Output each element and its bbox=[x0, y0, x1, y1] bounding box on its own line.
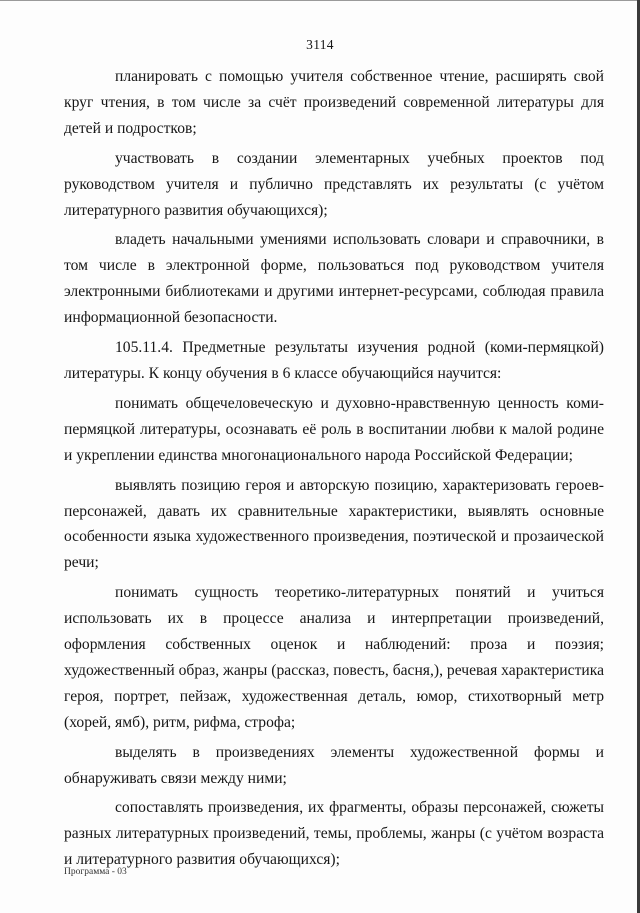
paragraph-dictionaries: владеть начальными умениями использовать словари и справочники, в том числе в электронной форме, пользоваться под руководством учителя электронными библиотеками и другими интернет-ресурсами, соблюдая правила информационной безопасности. bbox=[64, 231, 604, 327]
paragraph-art-form: выделять в произведениях элементы художественной формы и обнаруживать связи между ними; bbox=[64, 743, 604, 787]
footer-program-label: Программа - 03 bbox=[64, 867, 127, 877]
paragraph-compare-works: сопоставлять произведения, их фрагменты, образы персонажей, сюжеты разных литературных произведений, темы, проблемы, жанры (с учётом возраста и литературного развития обучающихся); bbox=[64, 799, 604, 869]
paragraph-reading-plan: планировать с помощью учителя собственное чтение, расширять свой круг чтения, в том числе за счёт произведений современной литературы для детей и подростков; bbox=[64, 68, 604, 137]
body-text bbox=[64, 64, 604, 877]
paragraph-values: понимать общечеловеческую и духовно-нравственную ценность коми-пермяцкой литературы, осознавать её роль в воспитании любви к малой родине и укреплении единства многонационального народа Российской Федерации; bbox=[64, 394, 604, 464]
paragraph-subject-results-heading: 105.11.4. Предметные результаты изучения родной (коми-пермяцкой) литературы. К концу обучения в 6 классе обучающийся научится: bbox=[64, 339, 604, 382]
paragraph-hero-position: выявлять позицию героя и авторскую позицию, характеризовать героев-персонажей, давать их сравнительные характеристики, выявлять основные особенности языка художественного произведения, поэтической и прозаической речи; bbox=[64, 476, 604, 572]
page-number: 3114 bbox=[306, 37, 334, 52]
paragraph-theory-concepts: понимать сущность теоретико-литературных понятий и учиться использовать их в процессе анализа и интерпретации произведений, оформления собственных оценок и наблюдений: проза и поэзия; художественный образ, жанры (рассказ, повесть, басня,), речевая характеристика героя, портрет, пейзаж, художественная деталь, юмор, стихотворный метр (хорей, ямб), ритм, рифма, строфа; bbox=[64, 584, 604, 731]
scan-edge-top bbox=[0, 0, 640, 1]
paragraph-projects: участвовать в создании элементарных учебных проектов под руководством учителя и публично представлять их результаты (с учётом литературного развития обучающихся); bbox=[64, 149, 604, 219]
